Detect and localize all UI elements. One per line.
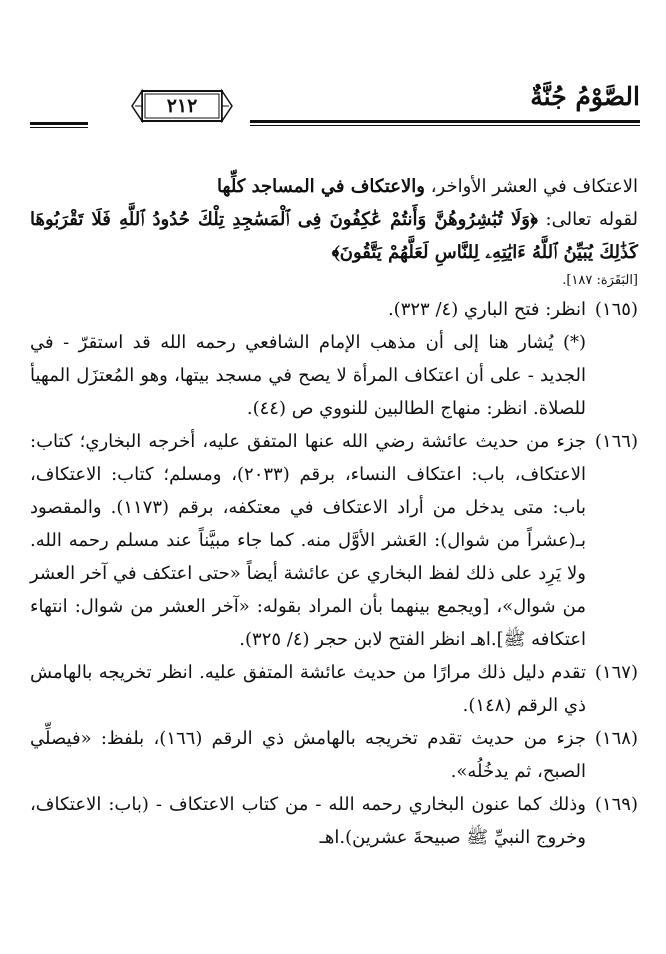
- intro-bold-text: والاعتكاف في المساجد كلِّها: [217, 176, 425, 197]
- footnote-text: وذلك كما عنون البخاري رحمه الله - من كتاب الاعتكاف - (باب: الاعتكاف، وخروج النبيِّ ﷺ صبيحةَ عشرين).اهـ: [30, 794, 586, 848]
- footnote-text: جزء من حديث عائشة رضي الله عنها المتفق عليه، أخرجه البخاري؛ كتاب: الاعتكاف، باب: اعتكاف النساء، برقم (٢٠٣٣)، ومسلم؛ كتاب: الاعتكاف، باب: متى يدخل من أراد الاعتكاف في معتكفه، برقم (١١٧٣). والمقصود بـ(عشراً من شوال): العَشر الأوَّل منه. كما جاء مبيَّناً عند مسلم رحمه الله. ولا يَرِد على ذلك لفظ البخاري عن عائشة أيضاً «حتى اعتكف في آخر العشر من شوال»، [ويجمع بينهما بأن المراد بقوله: «آخر العشر من شوال: انتهاء اعتكافه ﷺ].اهـ انظر الفتح لابن حجر (٤/ ٣٢٥).: [30, 431, 586, 650]
- intro-paragraph: [30, 170, 638, 269]
- verse-lead: لقوله تعالى:: [537, 209, 638, 230]
- footnote-text: تقدم دليل ذلك مرارًا من حديث عائشة المتفق عليه. انظر تخريجه بالهامش ذي الرقم (١٤٨).: [30, 662, 586, 716]
- footnote-number: (١٦٦): [594, 431, 638, 452]
- header-rule-thick: [250, 120, 640, 123]
- footnote-text: (*) يُشار هنا إلى أن مذهب الإمام الشافعي رحمه الله قد استقرّ - في الجديد - على أن اعتكاف المرأة لا يصح في مسجد بيتها، وهو المُعتزَل المهيأ للصلاة. انظر: منهاج الطالبين للنووي ص (٤٤).: [30, 332, 586, 419]
- header-rule-thin: [250, 125, 640, 126]
- surah-reference: [البَقَرَة: ١٨٧].: [562, 273, 638, 288]
- footnote-number: (١٦٨): [594, 728, 638, 749]
- running-title: الصَّوْمُ جُنَّةٌ: [530, 82, 640, 111]
- footnote: [30, 425, 638, 656]
- header-rule-left-thin: [30, 127, 88, 128]
- footnote-text: انظر: فتح الباري (٤/ ٣٢٣).: [387, 299, 586, 320]
- footnote: [30, 656, 638, 722]
- footnote-text: جزء من حديث تقدم تخريجه بالهامش ذي الرقم (١٦٦)، بلفظ: «فيصلِّي الصبح، ثم يدخُلُه».: [30, 728, 586, 782]
- quran-verse: ﴿وَلَا تُبَٰشِرُوهُنَّ وَأَنتُمْ عَٰكِفُونَ فِى ٱلْمَسَٰجِدِ تِلْكَ حُدُودُ ٱللَّهِ فَلَا تَقْرَبُوهَا كَذَٰلِكَ يُبَيِّنُ ٱللَّهُ ءَايَٰتِهِۦ لِلنَّاسِ لَعَلَّهُمْ يَتَّقُونَ﴾: [30, 209, 638, 263]
- footnote-number: (١٦٧): [594, 662, 638, 683]
- header-rule-left: [30, 122, 88, 125]
- footnote: [30, 722, 638, 788]
- header-rule: [250, 120, 640, 126]
- footnote-number: (١٦٩): [594, 794, 638, 815]
- page-content: [30, 170, 638, 854]
- footnote: [30, 326, 638, 425]
- page-number: ٢١٢: [166, 95, 198, 117]
- footnote: [30, 788, 638, 854]
- footnote-number: (١٦٥): [594, 299, 638, 320]
- page-header: [30, 70, 640, 130]
- page-number-frame: [130, 88, 234, 124]
- footnote: [30, 293, 638, 326]
- intro-text: الاعتكاف في العشر الأواخر،: [424, 176, 638, 197]
